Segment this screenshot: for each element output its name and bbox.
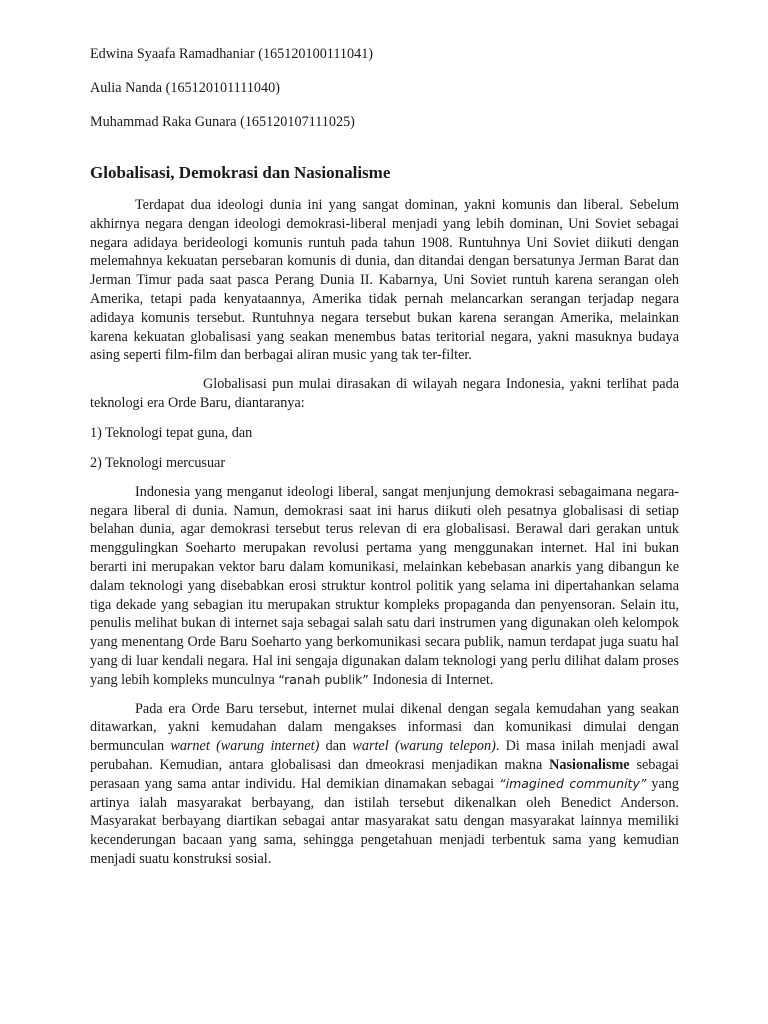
document-page	[90, 44, 679, 869]
paragraph-3-text: Indonesia yang menganut ideologi liberal, sangat menjunjung demokrasi sebagaimana negara-negara liberal di dunia. Namun, demokrasi saat ini harus diikuti oleh pesatnya globalisasi di setiap belahan dunia, agar demokrasi tersebut terus relevan di era globalisasi. Berawal dari gerakan untuk menggulingkan Soeharto merupakan revolusi pertama yang menggunakan internet. Hal ini bukan berarti ini merupakan vektor baru dalam komunikasi, melainkan kebebasan anarkis yang dibangun ke dalam teknologi yang disebabkan erosi struktur kontrol politik yang selama ini dipertahankan selama tiga dekade yang sebagian itu merupakan struktur kompleks propaganda dan penyensoran. Selain itu, penulis melihat bukan di internet saja sebagai salah satu dari instrumen yang digunakan oleh kelompok yang menentang Orde Baru Soeharto yang berkomunikasi secara publik, namun terdapat juga suatu hal yang di luar kendali negara. Hal ini sengaja digunakan dalam teknologi yang perlu dilihat dalam proses yang lebih kompleks munculnya	[90, 483, 679, 688]
nasionalisme-term: Nasionalisme	[549, 756, 630, 773]
paragraph-4-text: . Di masa inilah menjadi awal perubahan. Kemudian, antara globalisasi dan dmeokrasi menjadikan makna	[90, 738, 679, 773]
list-item: 1) Teknologi tepat guna, dan	[90, 424, 253, 441]
paragraph-3-end: Indonesia di Internet.	[368, 671, 494, 688]
imagined-community-quote: “imagined community”	[499, 775, 647, 791]
paragraph-4-text: sebagai perasaan yang sama antar individu. Hal demikian dinamakan sebagai	[90, 756, 679, 792]
author-line: Edwina Syaafa Ramadhaniar (165120100111041)	[90, 46, 374, 62]
paragraph-2: Globalisasi pun mulai dirasakan di wilayah negara Indonesia, yakni terlihat pada teknologi era Orde Baru, diantaranya:	[90, 376, 679, 411]
paragraph-4-text: yang artinya ialah masyarakat berbayang, dan istilah tersebut dikenalkan oleh Benedict Anderson. Masyarakat berbayang diartikan sebagai antar masyarakat satu dengan masyarakat lainnya memiliki kecenderungan bacaan yang sama, sehingga pengetahuan menjadi terbentuk sama yang kemudian menjadi suatu konstruksi sosial.	[90, 775, 679, 867]
wartel-term: wartel (warung telepon)	[352, 738, 496, 755]
paragraph-3	[90, 483, 679, 690]
warnet-term: warnet (warung internet)	[170, 738, 320, 755]
paragraph-4-text: dan	[319, 738, 353, 755]
document-title: Globalisasi, Demokrasi dan Nasionalisme	[90, 163, 391, 182]
list-item: 2) Teknologi mercusuar	[90, 454, 226, 471]
author-line: Muhammad Raka Gunara (165120107111025)	[90, 114, 355, 130]
ranah-publik-quote: “ranah publik”	[278, 671, 369, 687]
paragraph-1: Terdapat dua ideologi dunia ini yang sangat dominan, yakni komunis dan liberal. Sebelum akhirnya negara dengan ideologi demokrasi-liberal menjadi yang lebih dominan, Uni Soviet sebagai negara adidaya berideologi komunis runtuh pada tahun 1908. Runtuhnya Uni Soviet diikuti dengan melemahnya kekuatan persebaran komunis di dunia, dan ditandai dengan bersatunya Jerman Barat dan Jerman Timur pada saat pasca Perang Dunia II. Kabarnya, Uni Soviet runtuh karena serangan oleh Amerika, tetapi pada kenyataannya, Amerika tidak pernah melancarkan serangan terjadap negara adidaya komunis tersebut. Runtuhnya negara tersebut bukan karena serangan Amerika, melainkan karena kekuatan globalisasi yang seakan menembus batas teritorial negara, yakni masuknya budaya asing seperti film-film dan berbagai aliran music yang tak ter-filter.	[90, 197, 679, 364]
paragraph-4-text: Pada era Orde Baru tersebut, internet mulai dikenal dengan segala kemudahan yang seakan ditawarkan, yakni kemudahan dalam mengakses informasi dan komunikasi dimulai dengan bermunculan	[90, 700, 679, 755]
author-line: Aulia Nanda (165120101111040)	[90, 80, 280, 96]
paragraph-4	[90, 700, 679, 869]
